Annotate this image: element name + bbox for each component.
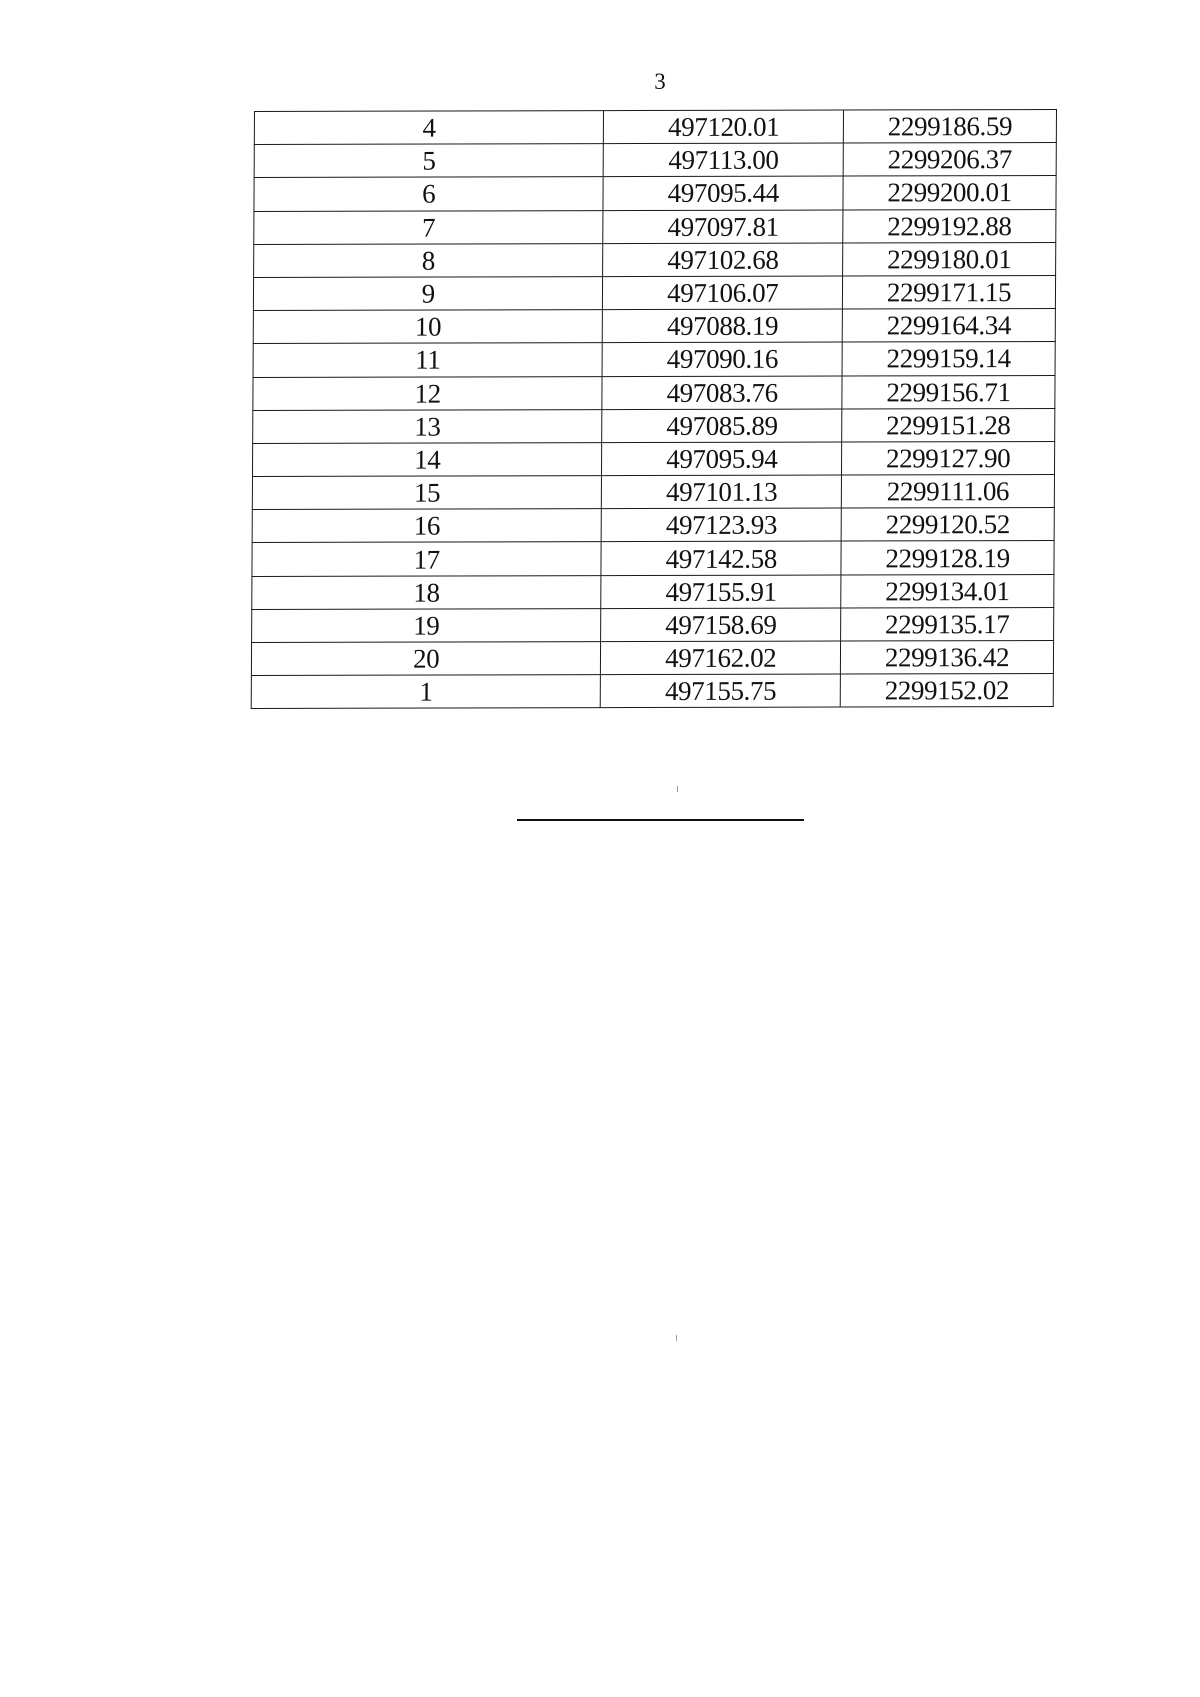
y-coordinate-cell: 2299159.14 [842,342,1055,376]
y-coordinate-cell: 2299164.34 [842,309,1055,343]
point-number-cell: 8 [254,243,604,277]
table-row [252,441,1054,476]
table-row [253,375,1055,410]
point-number-cell: 9 [253,277,603,311]
x-coordinate-cell: 497155.75 [601,674,841,708]
point-number-cell: 16 [252,509,602,543]
point-number-cell: 7 [254,210,604,244]
y-coordinate-cell: 2299127.90 [842,441,1055,475]
x-coordinate-cell: 497120.01 [604,110,844,144]
point-number-cell: 19 [252,608,602,642]
y-coordinate-cell: 2299152.02 [840,674,1053,708]
x-coordinate-cell: 497162.02 [601,641,841,675]
table-row [253,408,1055,443]
table-row [251,674,1053,709]
x-coordinate-cell: 497090.16 [602,342,842,376]
y-coordinate-cell: 2299111.06 [841,475,1054,509]
point-number-cell: 6 [254,177,604,211]
point-number-cell: 12 [253,376,603,410]
table-row [253,275,1055,310]
table-row [254,176,1056,211]
point-number-cell: 4 [254,111,604,145]
table-row [254,109,1056,144]
y-coordinate-cell: 2299151.28 [842,408,1055,442]
y-coordinate-cell: 2299136.42 [841,641,1054,675]
x-coordinate-cell: 497097.81 [603,210,843,244]
page-number: 3 [654,69,666,94]
y-coordinate-cell: 2299120.52 [841,508,1054,542]
point-number-cell: 11 [253,343,603,377]
x-coordinate-cell: 497083.76 [602,376,842,410]
table-row [252,541,1054,576]
x-coordinate-cell: 497085.89 [602,409,842,443]
y-coordinate-cell: 2299134.01 [841,574,1054,608]
point-number-cell: 14 [252,443,602,477]
y-coordinate-cell: 2299180.01 [843,242,1056,276]
end-of-document-rule [517,819,804,821]
x-coordinate-cell: 497113.00 [604,143,844,177]
y-coordinate-cell: 2299186.59 [843,109,1056,143]
x-coordinate-cell: 497106.07 [603,276,843,310]
table-row [254,242,1056,277]
point-number-cell: 10 [253,310,603,344]
x-coordinate-cell: 497095.44 [603,176,843,210]
table-row [252,508,1054,543]
table-row [253,309,1055,344]
point-number-cell: 13 [253,409,603,443]
x-coordinate-cell: 497088.19 [603,309,843,343]
y-coordinate-cell: 2299171.15 [843,275,1056,309]
y-coordinate-cell: 2299200.01 [843,176,1056,210]
table-row [252,574,1054,609]
x-coordinate-cell: 497142.58 [601,541,841,575]
y-coordinate-cell: 2299156.71 [842,375,1055,409]
table-row [253,342,1055,377]
x-coordinate-cell: 497123.93 [602,508,842,542]
point-number-cell: 1 [251,675,601,709]
y-coordinate-cell: 2299128.19 [841,541,1054,575]
x-coordinate-cell: 497095.94 [602,442,842,476]
y-coordinate-cell: 2299206.37 [843,143,1056,177]
point-number-cell: 15 [252,476,602,510]
coordinate-table-body [251,109,1056,708]
y-coordinate-cell: 2299135.17 [841,607,1054,641]
scan-speck [676,1335,677,1341]
table-row [251,641,1053,676]
point-number-cell: 18 [252,575,602,609]
y-coordinate-cell: 2299192.88 [843,209,1056,243]
point-number-cell: 20 [251,642,601,676]
table-row [252,475,1054,510]
table-row [252,607,1054,642]
point-number-cell: 5 [254,144,604,178]
x-coordinate-cell: 497158.69 [601,608,841,642]
table-row [254,143,1056,178]
x-coordinate-cell: 497102.68 [603,243,843,277]
x-coordinate-cell: 497155.91 [601,575,841,609]
x-coordinate-cell: 497101.13 [602,475,842,509]
scan-speck [677,786,678,792]
table-row [254,209,1056,244]
coordinate-table [251,109,1057,709]
point-number-cell: 17 [252,542,602,576]
